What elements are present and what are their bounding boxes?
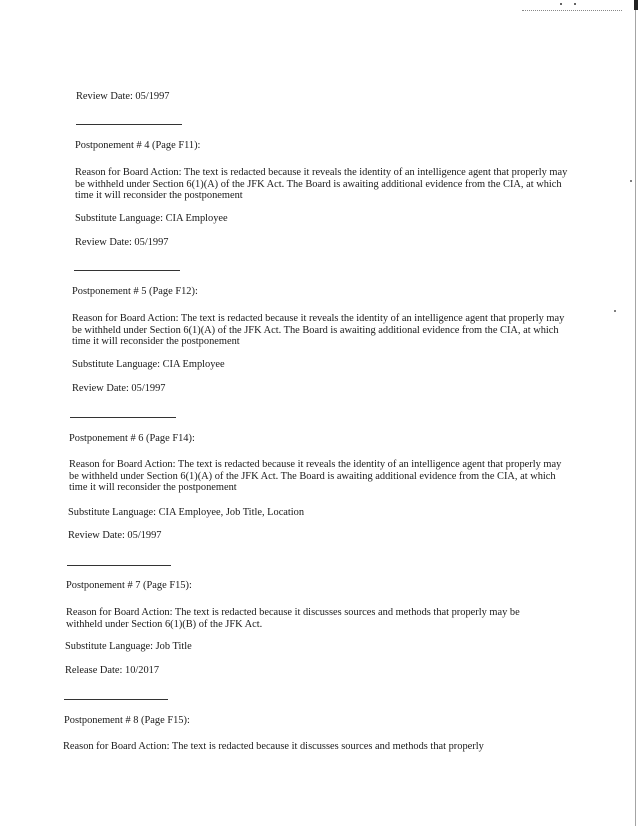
entry-substitute: Substitute Language: CIA Employee, Job Title, Location: [68, 507, 305, 518]
entry-reason: Reason for Board Action: The text is redacted because it discusses sources and methods that properly: [63, 741, 484, 752]
head-review-date: Review Date: 05/1997: [76, 91, 170, 102]
entry-title: Postponement # 7 (Page F15):: [66, 580, 192, 591]
divider: [64, 699, 168, 700]
scan-corner-mark: [634, 0, 638, 10]
scan-top-artifact: [522, 2, 622, 11]
scan-edge-line: [635, 0, 636, 826]
entry-date: Release Date: 10/2017: [65, 665, 160, 676]
scan-speck: [630, 180, 632, 182]
divider: [67, 565, 171, 566]
entry-date: Review Date: 05/1997: [68, 530, 162, 541]
scan-dot: [574, 3, 576, 5]
scan-dot: [560, 3, 562, 5]
entry-reason: Reason for Board Action: The text is redacted because it discusses sources and methods that properly may be withheld under Section 6(1)(B) of the JFK Act.: [66, 607, 520, 630]
entry-date: Review Date: 05/1997: [75, 237, 169, 248]
entry-substitute: Substitute Language: CIA Employee: [75, 213, 228, 224]
entry-substitute: Substitute Language: CIA Employee: [72, 359, 225, 370]
entry-title: Postponement # 4 (Page F11):: [75, 140, 201, 151]
entry-date: Review Date: 05/1997: [72, 383, 166, 394]
entry-title: Postponement # 8 (Page F15):: [64, 715, 190, 726]
divider: [74, 270, 180, 271]
entry-title: Postponement # 5 (Page F12):: [72, 286, 198, 297]
entry-reason: Reason for Board Action: The text is redacted because it reveals the identity of an intelligence agent that properly may be withheld under Section 6(1)(A) of the JFK Act. The Board is awaiting additional evidence from the CIA, at which time it will reconsider the postponement: [69, 459, 562, 493]
scan-speck: [614, 310, 616, 312]
divider: [76, 124, 182, 125]
entry-reason: Reason for Board Action: The text is redacted because it reveals the identity of an intelligence agent that properly may be withheld under Section 6(1)(A) of the JFK Act. The Board is awaiting additional evidence from the CIA, at which time it will reconsider the postponement: [75, 167, 568, 201]
divider: [70, 417, 176, 418]
entry-title: Postponement # 6 (Page F14):: [69, 433, 195, 444]
entry-reason: Reason for Board Action: The text is redacted because it reveals the identity of an intelligence agent that properly may be withheld under Section 6(1)(A) of the JFK Act. The Board is awaiting additional evidence from the CIA, at which time it will reconsider the postponement: [72, 313, 565, 347]
entry-substitute: Substitute Language: Job Title: [65, 641, 192, 652]
